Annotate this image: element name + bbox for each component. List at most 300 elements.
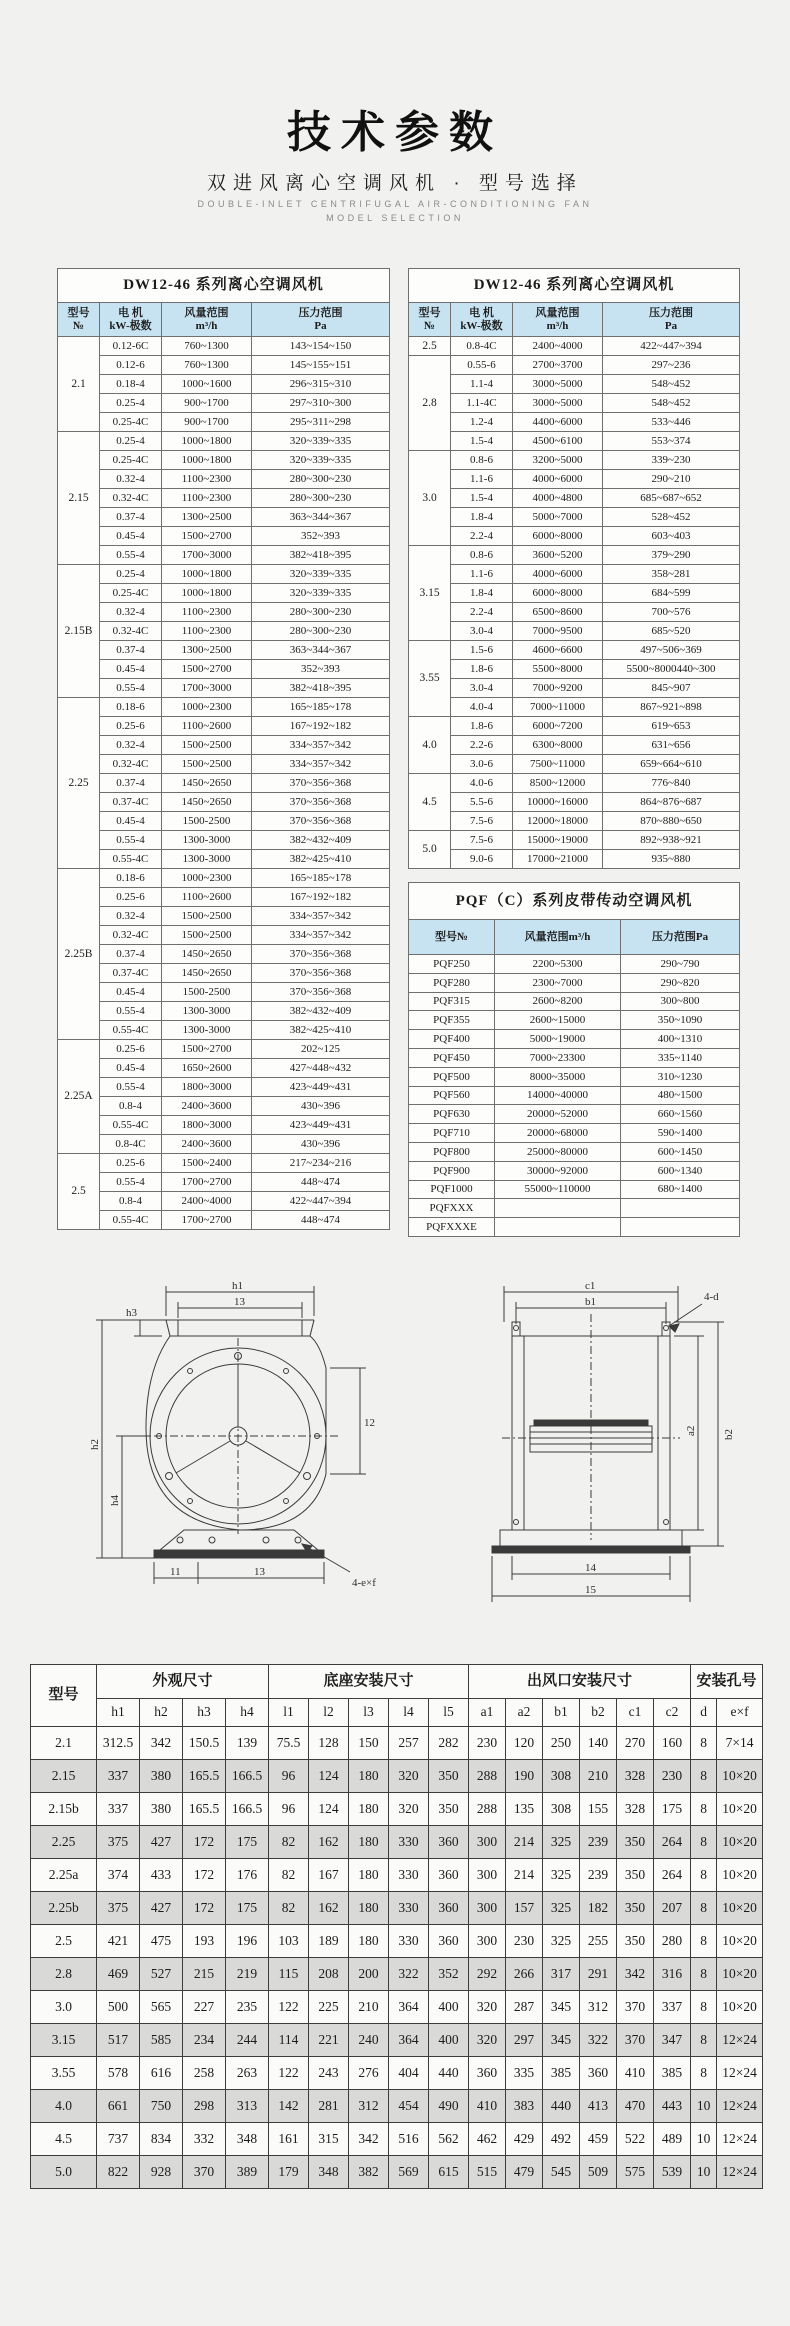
pqf-row: [409, 1086, 740, 1105]
dim-value-cell: 8: [691, 1760, 717, 1793]
airflow-cell: [495, 1218, 621, 1237]
airflow-cell: 10000~16000: [513, 793, 603, 812]
motor-cell: 0.55-4: [100, 1173, 162, 1192]
dim-sub-header-cell: a2: [506, 1699, 543, 1727]
model-group-label: 2.8: [409, 356, 451, 451]
airflow-cell: 1800~3000: [162, 1078, 252, 1097]
dim-value-cell: 150: [349, 1727, 389, 1760]
airflow-cell: 12000~18000: [513, 812, 603, 831]
spec-row: [58, 527, 390, 546]
airflow-cell: 20000~52000: [495, 1105, 621, 1124]
airflow-cell: 3200~5000: [513, 451, 603, 470]
dw-table-right: [408, 268, 740, 869]
airflow-cell: 1700~3000: [162, 679, 252, 698]
motor-cell: 9.0-6: [451, 850, 513, 869]
spec-row: [409, 375, 740, 394]
spec-row: [409, 565, 740, 584]
pressure-cell: 379~290: [603, 546, 740, 565]
motor-cell: 7.5-6: [451, 831, 513, 850]
dim-value-cell: 522: [617, 2123, 654, 2156]
dim-value-cell: 189: [309, 1925, 349, 1958]
spec-row: [58, 470, 390, 489]
dim-sub-header-row: [31, 1699, 763, 1727]
spec-row: [58, 812, 390, 831]
motor-cell: 0.18-6: [100, 869, 162, 888]
pressure-cell: 870~880~650: [603, 812, 740, 831]
dim-value-cell: 360: [580, 2057, 617, 2090]
airflow-cell: 1700~3000: [162, 546, 252, 565]
pressure-cell: 684~599: [603, 584, 740, 603]
dim-value-cell: 382: [349, 2156, 389, 2189]
airflow-cell: 7000~11000: [513, 698, 603, 717]
pqf-row: [409, 1067, 740, 1086]
spec-row: [58, 603, 390, 622]
pqf-model-cell: PQF450: [409, 1048, 495, 1067]
pressure-cell: 296~315~310: [252, 375, 390, 394]
model-group-label: 2.25A: [58, 1040, 100, 1154]
dim-value-cell: 160: [654, 1727, 691, 1760]
dim-value-cell: 515: [469, 2156, 506, 2189]
pressure-cell: [621, 1199, 740, 1218]
dim-value-cell: 297: [506, 2024, 543, 2057]
airflow-cell: 1000~1800: [162, 451, 252, 470]
dim-value-cell: 10×20: [717, 1958, 763, 1991]
pqf-model-cell: PQF280: [409, 973, 495, 992]
dim-value-cell: 288: [469, 1793, 506, 1826]
page-header: [0, 96, 790, 223]
airflow-cell: 1000~1800: [162, 565, 252, 584]
dim-value-cell: 200: [349, 1958, 389, 1991]
dim-value-cell: 575: [617, 2156, 654, 2189]
motor-cell: 0.55-4C: [100, 1116, 162, 1135]
spec-row: [409, 470, 740, 489]
pressure-cell: 533~446: [603, 413, 740, 432]
scroll-housing: [146, 1336, 326, 1530]
pqf-row: [409, 1180, 740, 1199]
airflow-cell: [495, 1199, 621, 1218]
dim-value-cell: 312: [580, 1991, 617, 2024]
dim-value-cell: 176: [226, 1859, 269, 1892]
pressure-cell: 363~344~367: [252, 508, 390, 527]
spec-row: [58, 1154, 390, 1173]
spec-row: [409, 394, 740, 413]
airflow-cell: 4000~4800: [513, 489, 603, 508]
dim-value-cell: 375: [97, 1826, 140, 1859]
dim-value-cell: 300: [469, 1826, 506, 1859]
dim-value-cell: 328: [617, 1760, 654, 1793]
spec-row: [58, 1135, 390, 1154]
pressure-cell: 659~664~610: [603, 755, 740, 774]
dim-value-cell: 300: [469, 1925, 506, 1958]
motor-cell: 0.37-4: [100, 508, 162, 527]
dim-value-cell: 96: [269, 1793, 309, 1826]
dim-value-cell: 255: [580, 1925, 617, 1958]
dim-value-cell: 207: [654, 1892, 691, 1925]
pressure-cell: 892~938~921: [603, 831, 740, 850]
airflow-cell: 4000~6000: [513, 565, 603, 584]
dim-value-cell: 227: [183, 1991, 226, 2024]
pqf-title: PQF（C）系列皮带传动空调风机: [409, 883, 740, 920]
dim-value-cell: 516: [389, 2123, 429, 2156]
pressure-cell: 334~357~342: [252, 907, 390, 926]
dim-row: [31, 1991, 763, 2024]
dim-value-cell: 360: [469, 2057, 506, 2090]
dim-value-cell: 180: [349, 1793, 389, 1826]
spec-row: [409, 717, 740, 736]
outlet-flange: [178, 1320, 302, 1336]
airflow-cell: 7000~9200: [513, 679, 603, 698]
dim-value-cell: 360: [429, 1826, 469, 1859]
dim-value-cell: 330: [389, 1826, 429, 1859]
dim-value-cell: 82: [269, 1859, 309, 1892]
motor-cell: 0.25-6: [100, 1154, 162, 1173]
motor-cell: 4.0-4: [451, 698, 513, 717]
airflow-cell: 17000~21000: [513, 850, 603, 869]
dim-sub-header-cell: l3: [349, 1699, 389, 1727]
dim-value-cell: 10×20: [717, 1892, 763, 1925]
dim-value-cell: 12×24: [717, 2156, 763, 2189]
model-group-label: 2.15: [58, 432, 100, 565]
dim-value-cell: 266: [506, 1958, 543, 1991]
motor-cell: 0.55-6: [451, 356, 513, 375]
airflow-cell: 2400~4000: [162, 1192, 252, 1211]
dim-value-cell: 221: [309, 2024, 349, 2057]
dim-sub-header-cell: b2: [580, 1699, 617, 1727]
motor-cell: 0.37-4: [100, 945, 162, 964]
airflow-cell: 1300~2500: [162, 508, 252, 527]
pressure-cell: 600~1340: [621, 1161, 740, 1180]
motor-cell: 2.2-6: [451, 736, 513, 755]
pqf-model-cell: PQF315: [409, 992, 495, 1011]
airflow-cell: 1000~2300: [162, 869, 252, 888]
dim-value-cell: 180: [349, 1925, 389, 1958]
airflow-cell: 2600~15000: [495, 1011, 621, 1030]
pressure-cell: 382~432~409: [252, 831, 390, 850]
dim-value-cell: 470: [617, 2090, 654, 2123]
spec-row: [58, 1002, 390, 1021]
motor-cell: 0.25-4: [100, 432, 162, 451]
dim-value-cell: 325: [543, 1892, 580, 1925]
airflow-cell: 3600~5200: [513, 546, 603, 565]
pressure-cell: 370~356~368: [252, 983, 390, 1002]
dim-value-cell: 475: [140, 1925, 183, 1958]
dim-value-cell: 350: [617, 1892, 654, 1925]
pressure-cell: 370~356~368: [252, 964, 390, 983]
dim-value-cell: 180: [349, 1892, 389, 1925]
airflow-cell: 1500~2500: [162, 907, 252, 926]
airflow-cell: 6000~7200: [513, 717, 603, 736]
pressure-cell: 145~155~151: [252, 356, 390, 375]
motor-cell: 0.12-6: [100, 356, 162, 375]
dim-value-cell: 122: [269, 2057, 309, 2090]
pressure-cell: 300~800: [621, 992, 740, 1011]
pqf-model-cell: PQF710: [409, 1124, 495, 1143]
model-group-label: 4.0: [409, 717, 451, 774]
dim-value-cell: 822: [97, 2156, 140, 2189]
spec-row: [58, 1078, 390, 1097]
pressure-cell: 427~448~432: [252, 1059, 390, 1078]
dim-value-cell: 8: [691, 1991, 717, 2024]
dim-value-cell: 175: [654, 1793, 691, 1826]
pressure-cell: 685~687~652: [603, 489, 740, 508]
dim-model-cell: 2.8: [31, 1958, 97, 1991]
dim-value-cell: 172: [183, 1859, 226, 1892]
pressure-cell: 422~447~394: [603, 337, 740, 356]
pressure-cell: 480~1500: [621, 1086, 740, 1105]
dim-value-cell: 264: [654, 1826, 691, 1859]
dim-value-cell: 370: [617, 1991, 654, 2024]
dim-value-cell: 10×20: [717, 1826, 763, 1859]
spec-row: [409, 736, 740, 755]
airflow-cell: 1500~2400: [162, 1154, 252, 1173]
motor-cell: 1.1-4C: [451, 394, 513, 413]
spec-row: [58, 1040, 390, 1059]
motor-cell: 0.8-6: [451, 546, 513, 565]
airflow-cell: 1450~2650: [162, 964, 252, 983]
dim-value-cell: 292: [469, 1958, 506, 1991]
dw-left-title-row: [58, 269, 390, 303]
dim-model-cell: 2.25: [31, 1826, 97, 1859]
dim-value-cell: 115: [269, 1958, 309, 1991]
dim-value-cell: 291: [580, 1958, 617, 1991]
dim-value-cell: 162: [309, 1892, 349, 1925]
pressure-cell: 382~425~410: [252, 1021, 390, 1040]
pressure-cell: 339~230: [603, 451, 740, 470]
pressure-cell: 700~576: [603, 603, 740, 622]
dim-value-cell: 75.5: [269, 1727, 309, 1760]
dim-value-cell: 410: [469, 2090, 506, 2123]
dim-value-cell: 350: [617, 1826, 654, 1859]
dim-value-cell: 433: [140, 1859, 183, 1892]
dim-value-cell: 330: [389, 1925, 429, 1958]
pressure-cell: 422~447~394: [252, 1192, 390, 1211]
airflow-cell: 2400~3600: [162, 1135, 252, 1154]
dim-value-cell: 569: [389, 2156, 429, 2189]
technical-drawings: [50, 1278, 750, 1630]
dim-label-a2: a2: [685, 1425, 697, 1436]
dim-value-cell: 208: [309, 1958, 349, 1991]
dim-value-cell: 410: [617, 2057, 654, 2090]
spec-row: [58, 1211, 390, 1230]
dim-value-cell: 527: [140, 1958, 183, 1991]
airflow-cell: 1500~2500: [162, 736, 252, 755]
pqf-model-cell: PQF250: [409, 955, 495, 974]
motor-cell: 0.55-4C: [100, 1211, 162, 1230]
dim-row: [31, 1793, 763, 1826]
motor-cell: 0.37-4: [100, 641, 162, 660]
dim-label-h1: h1: [232, 1280, 243, 1292]
dim-value-cell: 225: [309, 1991, 349, 2024]
dim-label-c1: c1: [585, 1280, 596, 1292]
spec-row: [58, 660, 390, 679]
airflow-cell: 1000~2300: [162, 698, 252, 717]
dim-sub-header-cell: e×f: [717, 1699, 763, 1727]
dim-value-cell: 347: [654, 2024, 691, 2057]
dim-sub-header-cell: h3: [183, 1699, 226, 1727]
spec-row: [58, 451, 390, 470]
pressure-cell: 334~357~342: [252, 755, 390, 774]
motor-cell: 1.8-4: [451, 508, 513, 527]
dim-sub-header-cell: b1: [543, 1699, 580, 1727]
dw-right-title: DW12-46 系列离心空调风机: [409, 269, 740, 303]
airflow-cell: 1800~3000: [162, 1116, 252, 1135]
motor-cell: 1.1-6: [451, 565, 513, 584]
spec-row: [409, 546, 740, 565]
pressure-cell: 167~192~182: [252, 888, 390, 907]
dim-value-cell: 10×20: [717, 1925, 763, 1958]
pressure-cell: 867~921~898: [603, 698, 740, 717]
dim-model-cell: 2.5: [31, 1925, 97, 1958]
airflow-cell: 1500-2500: [162, 812, 252, 831]
dim-value-cell: 328: [617, 1793, 654, 1826]
dim-value-cell: 360: [429, 1925, 469, 1958]
airflow-cell: 14000~40000: [495, 1086, 621, 1105]
page-subtitle: 双进风离心空调风机 · 型号选择: [207, 173, 583, 194]
motor-cell: 1.8-4: [451, 584, 513, 603]
dim-value-cell: 370: [183, 2156, 226, 2189]
dim-value-cell: 429: [506, 2123, 543, 2156]
pressure-cell: 685~520: [603, 622, 740, 641]
pressure-cell: 297~236: [603, 356, 740, 375]
motor-cell: 0.32-4: [100, 603, 162, 622]
motor-cell: 0.45-4: [100, 527, 162, 546]
dim-label-15: 15: [585, 1584, 596, 1596]
dim-value-cell: 263: [226, 2057, 269, 2090]
dim-value-cell: 380: [140, 1760, 183, 1793]
dim-label-b1: b1: [585, 1296, 596, 1308]
model-group-label: 2.5: [58, 1154, 100, 1230]
motor-cell: 0.55-4C: [100, 1021, 162, 1040]
motor-cell: 0.18-6: [100, 698, 162, 717]
dim-value-cell: 332: [183, 2123, 226, 2156]
dim-value-cell: 172: [183, 1892, 226, 1925]
spec-row: [58, 679, 390, 698]
dim-value-cell: 342: [617, 1958, 654, 1991]
spec-row: [58, 1116, 390, 1135]
motor-cell: 0.25-6: [100, 888, 162, 907]
pressure-cell: 864~876~687: [603, 793, 740, 812]
col-header-pressure: 压力范围 Pa: [603, 303, 740, 337]
pressure-cell: 202~125: [252, 1040, 390, 1059]
airflow-cell: 6500~8600: [513, 603, 603, 622]
dim-value-cell: 264: [654, 1859, 691, 1892]
airflow-cell: 2700~3700: [513, 356, 603, 375]
dim-value-cell: 139: [226, 1727, 269, 1760]
dim-sub-header-cell: l4: [389, 1699, 429, 1727]
dim-value-cell: 196: [226, 1925, 269, 1958]
pressure-cell: 382~432~409: [252, 1002, 390, 1021]
dim-value-cell: 162: [309, 1826, 349, 1859]
dim-value-cell: 320: [469, 1991, 506, 2024]
dim-value-cell: 364: [389, 2024, 429, 2057]
dim-value-cell: 330: [389, 1892, 429, 1925]
motor-cell: 0.45-4: [100, 812, 162, 831]
airflow-cell: 1650~2600: [162, 1059, 252, 1078]
dim-value-cell: 7×14: [717, 1727, 763, 1760]
airflow-cell: 1300-3000: [162, 1002, 252, 1021]
spec-row: [58, 1097, 390, 1116]
spec-row: [409, 755, 740, 774]
motor-cell: 1.1-4: [451, 375, 513, 394]
pqf-row: [409, 1142, 740, 1161]
dim-value-cell: 322: [580, 2024, 617, 2057]
dim-value-cell: 350: [617, 1925, 654, 1958]
col-header-model: 型号 №: [58, 303, 100, 337]
dim-value-cell: 320: [469, 2024, 506, 2057]
pressure-cell: 290~790: [621, 955, 740, 974]
airflow-cell: 1300~2500: [162, 641, 252, 660]
spec-row: [409, 603, 740, 622]
dim-value-cell: 737: [97, 2123, 140, 2156]
dim-value-cell: 427: [140, 1892, 183, 1925]
airflow-cell: 1500~2500: [162, 926, 252, 945]
dim-value-cell: 360: [429, 1892, 469, 1925]
pressure-cell: 548~452: [603, 394, 740, 413]
airflow-cell: 1000~1600: [162, 375, 252, 394]
dim-value-cell: 462: [469, 2123, 506, 2156]
dim-model-cell: 3.55: [31, 2057, 97, 2090]
dim-value-cell: 10×20: [717, 1991, 763, 2024]
spec-row: [409, 622, 740, 641]
motor-cell: 0.37-4: [100, 774, 162, 793]
dim-value-cell: 82: [269, 1892, 309, 1925]
dim-value-cell: 325: [543, 1859, 580, 1892]
pressure-cell: 603~403: [603, 527, 740, 546]
col-header-model: 型号 №: [409, 303, 451, 337]
airflow-cell: 2600~8200: [495, 992, 621, 1011]
spec-row: [58, 774, 390, 793]
dim-value-cell: 175: [226, 1892, 269, 1925]
dim-value-cell: 124: [309, 1760, 349, 1793]
dim-value-cell: 142: [269, 2090, 309, 2123]
spec-row: [409, 831, 740, 850]
spec-row: [409, 698, 740, 717]
pressure-cell: 370~356~368: [252, 812, 390, 831]
dim-value-cell: 316: [654, 1958, 691, 1991]
spec-row: [409, 508, 740, 527]
col-header-pressure: 压力范围 Pa: [252, 303, 390, 337]
dim-value-cell: 427: [140, 1826, 183, 1859]
pressure-cell: 430~396: [252, 1135, 390, 1154]
airflow-cell: 7000~9500: [513, 622, 603, 641]
pqf-model-cell: PQFXXXE: [409, 1218, 495, 1237]
dim-label-13-bottom: 13: [254, 1566, 265, 1578]
motor-cell: 1.8-6: [451, 717, 513, 736]
pressure-cell: 660~1560: [621, 1105, 740, 1124]
spec-row: [58, 869, 390, 888]
airflow-cell: 3000~5000: [513, 394, 603, 413]
dw-left-title: DW12-46 系列离心空调风机: [58, 269, 390, 303]
motor-cell: 1.5-4: [451, 489, 513, 508]
airflow-cell: 1500~2700: [162, 527, 252, 546]
motor-cell: 0.8-4: [100, 1192, 162, 1211]
dim-value-cell: 335: [506, 2057, 543, 2090]
model-group-label: 4.5: [409, 774, 451, 831]
airflow-cell: 4000~6000: [513, 470, 603, 489]
pressure-cell: 548~452: [603, 375, 740, 394]
airflow-cell: 2400~3600: [162, 1097, 252, 1116]
dim-model-cell: 4.0: [31, 2090, 97, 2123]
spec-tables-section: [57, 268, 740, 1237]
dim-label-b2: b2: [723, 1429, 735, 1440]
pqf-model-cell: PQFXXX: [409, 1199, 495, 1218]
motor-cell: 0.25-6: [100, 1040, 162, 1059]
pressure-cell: 280~300~230: [252, 622, 390, 641]
airflow-cell: 2200~5300: [495, 955, 621, 974]
dim-value-cell: 500: [97, 1991, 140, 2024]
pressure-cell: 217~234~216: [252, 1154, 390, 1173]
spec-row: [58, 793, 390, 812]
